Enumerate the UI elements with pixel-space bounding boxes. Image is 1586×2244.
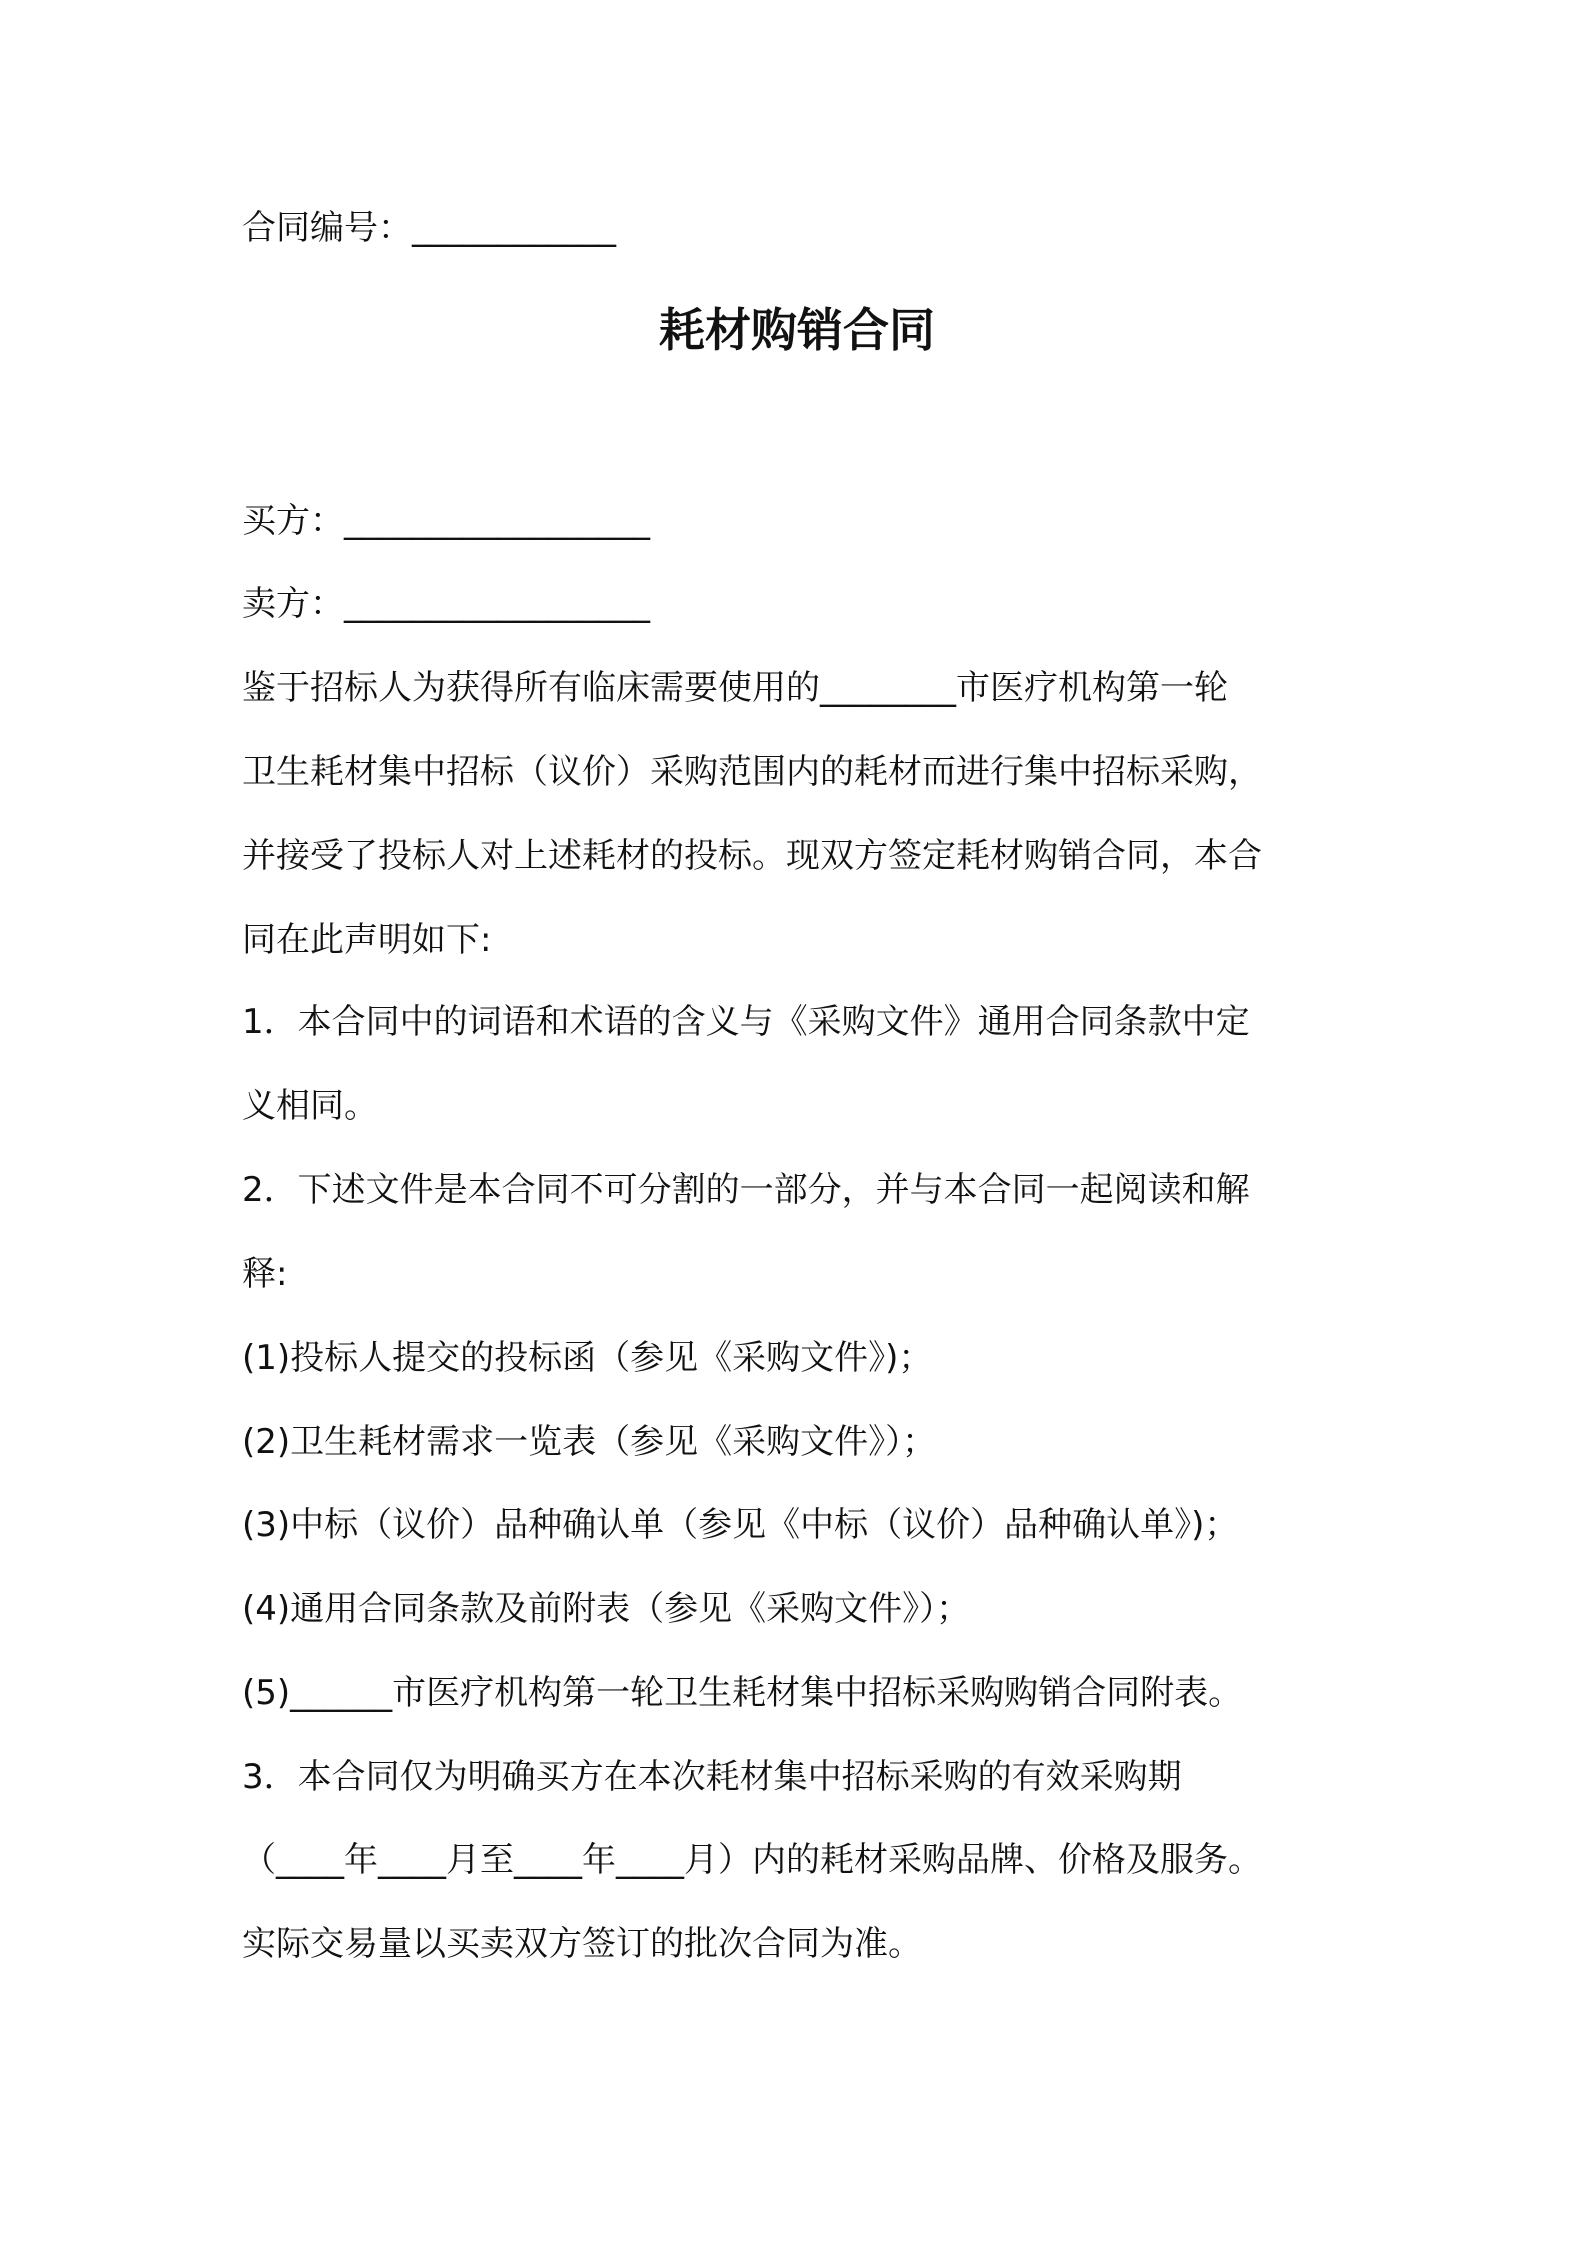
preamble-line-3: 并接受了投标人对上述耗材的投标。现双方签定耗材购销合同，本合 <box>242 836 1262 876</box>
clause-1-line-1: 1．本合同中的词语和术语的含义与《采购文件》通用合同条款中定 <box>242 1002 1250 1042</box>
buyer-line: 买方：__________________ <box>242 501 650 541</box>
clause-2-line-1: 2．下述文件是本合同不可分割的一部分，并与本合同一起阅读和解 <box>242 1170 1250 1210</box>
clause-2-line-2: 释: <box>242 1254 288 1294</box>
clause-3-line-3: 实际交易量以买卖双方签订的批次合同为准。 <box>242 1924 922 1964</box>
clause-1-line-2: 义相同。 <box>242 1086 378 1126</box>
preamble-line-4: 同在此声明如下: <box>242 920 492 960</box>
preamble-line-2: 卫生耗材集中招标（议价）采购范围内的耗材而进行集中招标采购， <box>242 752 1262 792</box>
document-item-1: (1)投标人提交的投标函（参见《采购文件》)； <box>242 1338 933 1378</box>
document-item-4: (4)通用合同条款及前附表（参见《采购文件》）； <box>242 1589 971 1629</box>
seller-line: 卖方：__________________ <box>242 584 650 624</box>
document-item-5: (5)______市医疗机构第一轮卫生耗材集中招标采购购销合同附表。 <box>242 1673 1243 1713</box>
clause-3-line-2: （____年____月至____年____月）内的耗材采购品牌、价格及服务。 <box>242 1840 1262 1880</box>
contract-number: 合同编号：____________ <box>242 208 616 248</box>
clause-3-line-1: 3．本合同仅为明确买方在本次耗材集中招标采购的有效采购期 <box>242 1757 1182 1797</box>
document-item-2: (2)卫生耗材需求一览表（参见《采购文件》）； <box>242 1422 937 1462</box>
page-title: 耗材购销合同 <box>659 303 935 357</box>
preamble-line-1: 鉴于招标人为获得所有临床需要使用的________市医疗机构第一轮 <box>242 668 1228 708</box>
document-item-3: (3)中标（议价）品种确认单（参见《中标（议价）品种确认单》)； <box>242 1505 1239 1545</box>
